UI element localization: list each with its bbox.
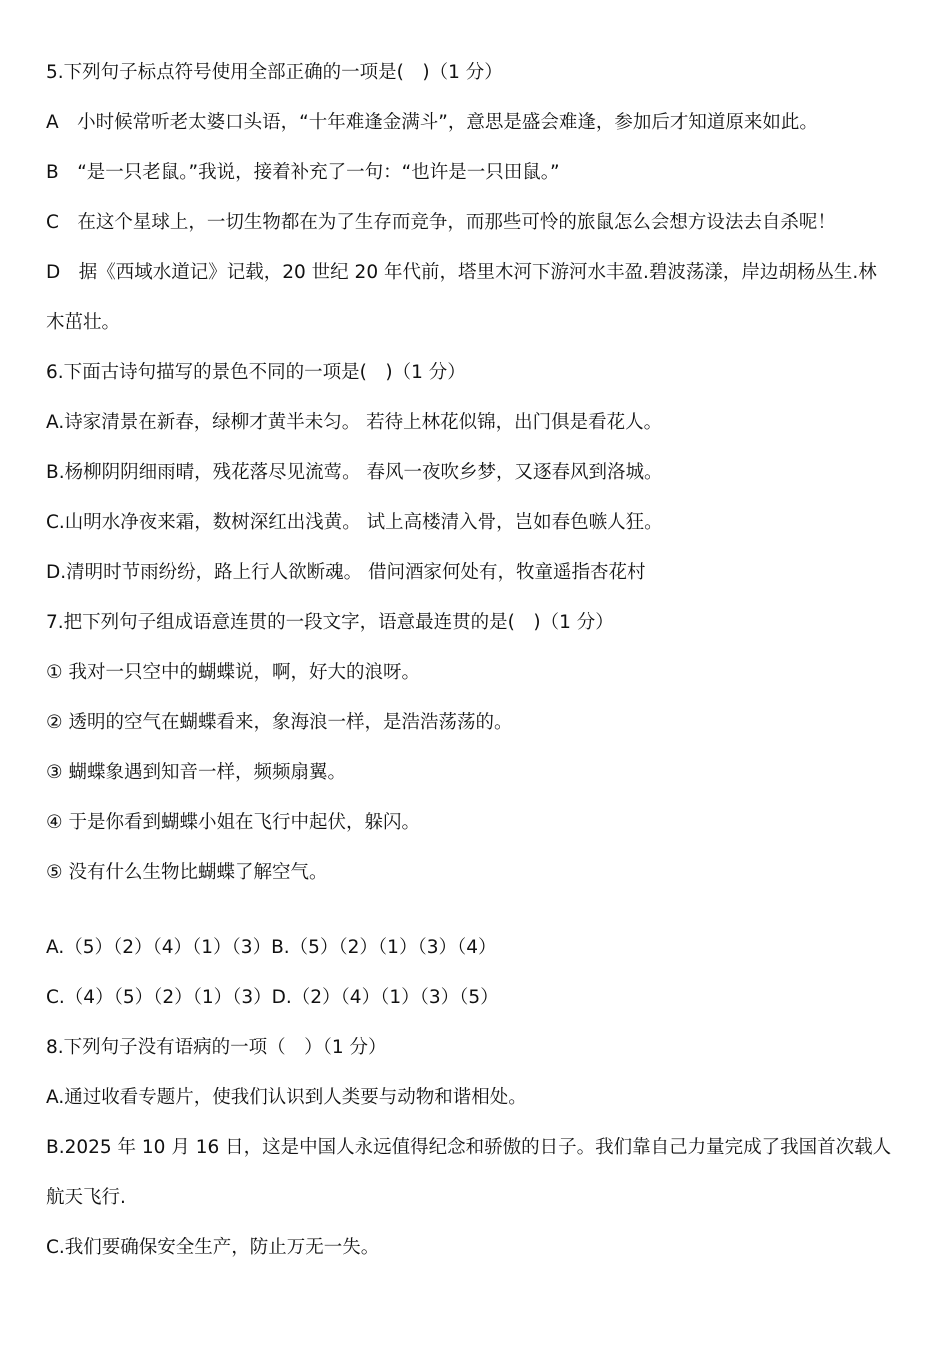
question-7-options-a-b: A.（5）（2）（4）（1）（3）B.（5）（2）（1）（3）（4） — [46, 937, 497, 958]
question-5-option-d-line-1: D 据《西域水道记》记载，20 世纪 20 年代前，塔里木河下游河水丰盈.碧波荡漾，岸边胡杨丛生.林 — [46, 262, 877, 283]
question-6-option-b: B.杨柳阴阴细雨晴，残花落尽见流莺。 春风一夜吹乡梦，又逐春风到洛城。 — [46, 462, 663, 483]
question-7-options-c-d: C.（4）（5）（2）（1）（3）D.（2）（4）（1）（3）（5） — [46, 987, 499, 1008]
question-5-option-b: B “是一只老鼠。”我说，接着补充了一句：“也许是一只田鼠。” — [46, 162, 560, 183]
question-6-option-a: A.诗家清景在新春，绿柳才黄半未匀。 若待上林花似锦，出门俱是看花人。 — [46, 412, 663, 433]
question-7-stem: 7.把下列句子组成语意连贯的一段文字，语意最连贯的是( )（1 分） — [46, 612, 614, 633]
question-7-sentence-4: ④ 于是你看到蝴蝶小姐在飞行中起伏，躲闪。 — [46, 812, 420, 833]
question-7-sentence-3: ③ 蝴蝶象遇到知音一样，频频扇翼。 — [46, 762, 346, 783]
question-8-option-a: A.通过收看专题片，使我们认识到人类要与动物和谐相处。 — [46, 1087, 527, 1108]
question-6-stem: 6.下面古诗句描写的景色不同的一项是( )（1 分） — [46, 362, 466, 383]
question-7-sentence-5: ⑤ 没有什么生物比蝴蝶了解空气。 — [46, 862, 328, 883]
question-8-option-b-line-2: 航天飞行. — [46, 1187, 126, 1208]
question-7-sentence-1: ① 我对一只空中的蝴蝶说，啊，好大的浪呀。 — [46, 662, 420, 683]
question-6-option-c: C.山明水净夜来霜，数树深红出浅黄。 试上高楼清入骨，岂如春色嗾人狂。 — [46, 512, 663, 533]
question-5-stem: 5.下列句子标点符号使用全部正确的一项是( )（1 分） — [46, 62, 503, 83]
question-5-option-c: C 在这个星球上，一切生物都在为了生存而竞争，而那些可怜的旅鼠怎么会想方设法去自杀呢！ — [46, 212, 836, 233]
question-8-option-b-line-1: B.2025 年 10 月 16 日，这是中国人永远值得纪念和骄傲的日子。我们靠自己力量完成了我国首次载人 — [46, 1137, 892, 1158]
question-5-option-a: A 小时候常听老太婆口头语，“十年难逢金满斗”，意思是盛会难逢，参加后才知道原来如此。 — [46, 112, 818, 133]
question-8-stem: 8.下列句子没有语病的一项（ ）（1 分） — [46, 1037, 387, 1058]
question-8-option-c: C.我们要确保安全生产，防止万无一失。 — [46, 1237, 380, 1258]
question-7-sentence-2: ② 透明的空气在蝴蝶看来，象海浪一样，是浩浩荡荡的。 — [46, 712, 513, 733]
question-6-option-d: D.清明时节雨纷纷，路上行人欲断魂。 借问酒家何处有，牧童遥指杏花村 — [46, 562, 646, 583]
question-5-option-d-line-2: 木茁壮。 — [46, 312, 121, 333]
